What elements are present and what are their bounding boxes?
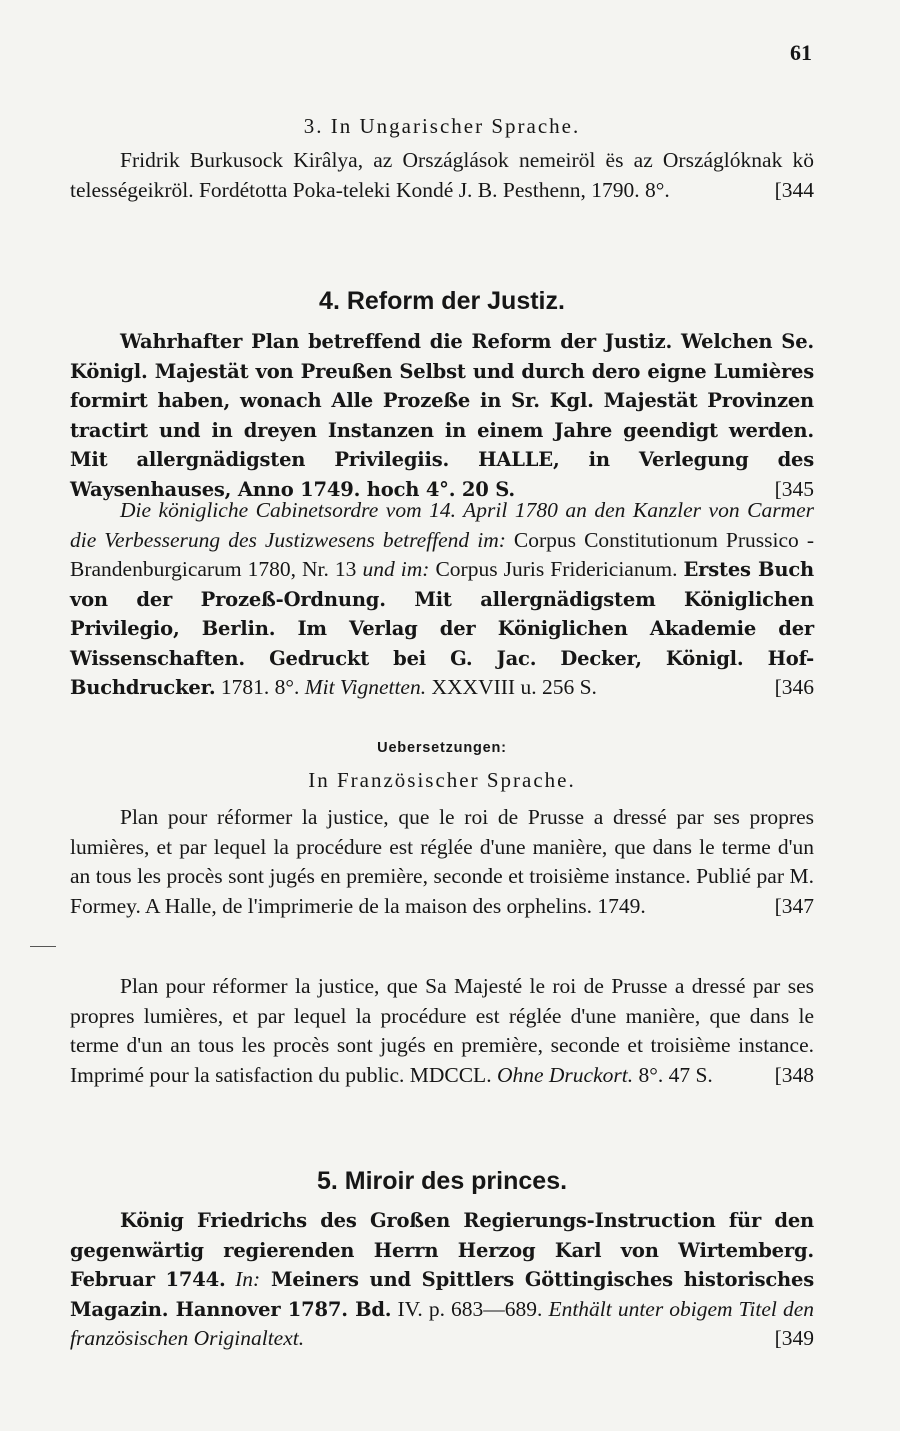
entry-348-number: [348 [774,1062,814,1087]
entry-346-italic-3: Mit Vignetten. [304,675,427,699]
entry-346-number: [346 [774,675,814,699]
entry-346 [70,496,814,703]
entry-349-roman: IV. p. 683—689. [391,1296,549,1321]
french-heading: In Französischer Sprache. [308,768,576,792]
entry-346-fraktur: Erstes Buch von der Prozeß-Ordnung. Mit allergnädigstem Königlichen Privilegio, Berlin. Im Verlag der Königlichen Akademie der Wissenschaften. Gedruckt bei G. Jac. Decker, Königl. Hof-Buchdrucker. [70,558,814,699]
entry-349-fraktur-2: Meiners und Spittlers Göttingisches historisches Magazin. Hannover 1787. Bd. [70,1268,814,1321]
entry-345 [70,327,814,504]
page-number: 61 [790,40,812,65]
entry-346-roman-3: 1781. 8°. [215,675,305,699]
entry-345-text: Wahrhafter Plan betreffend die Reform der Justiz. Welchen Se. Königl. Majestät von Preußen Selbst und durch dero eigne Lumières formirt haben, wonach Alle Prozeße in Sr. Kgl. Majestät Provinzen tractirt und in dreyen Instanzen in einem Jahre geendigt werden. Mit allergnädigsten Privilegiis. HALLE, in Verlegung des Waysenhauses, Anno 1749. hoch 4°. 20 S. [70,330,814,501]
entry-345-number: [345 [774,476,814,501]
entry-348-italic: Ohne Druckort. [496,1062,634,1087]
entry-348 [70,972,814,1090]
margin-mark [30,946,56,947]
entry-347-number: [347 [774,893,814,918]
entry-348-tail: 8°. 47 S. [633,1062,713,1087]
entry-346-roman-1: Corpus Constitutionum Prussico - Brandenburgicarum 1780, Nr. 13 [70,527,814,581]
entry-346-roman-4: XXXVIII u. 256 S. [426,675,597,699]
entry-349-fraktur-1: König Friedrichs des Großen Regierungs-Instruction für den gegenwärtig regierenden Herrn Herzog Karl von Wirtemberg. Februar 1744. [70,1209,814,1291]
entry-349-italic-2: Enthält unter obigem Titel den französischen Originaltext. [70,1296,814,1350]
section-4-heading: 4. Reform der Justiz. [319,287,565,315]
entry-346-italic-2: und im: [362,557,430,581]
entry-344-text: Fridrik Burkusock Kirâlya, az Országlások nemeiröl ës az Országlóknak kö telességeikröl. Fordétotta Poka-teleki Kondé J. B. Pesthenn, 1790. 8°. [70,148,814,202]
entry-349-number: [349 [774,1326,814,1350]
section-5-heading: 5. Miroir des princes. [316,1167,568,1195]
entry-346-roman-2: Corpus Juris Fridericianum. [429,557,684,581]
entry-344-number: [344 [774,177,814,202]
entry-346-italic-1: Die königliche Cabinetsordre vom 14. April 1780 an den Kanzler von Carmer die Verbesserung des Justizwesens betreffend im: [70,498,814,552]
translations-label: Uebersetzungen: [377,740,507,756]
entry-347 [70,803,814,921]
entry-347-text: Plan pour réformer la justice, que le roi de Prusse a dressé par ses propres lumières, et par lequel la procédure est réglée d'une manière, que dans le terme d'un an tous les procès sont jugés en première, seconde et troisième instance. Publié par M. Formey. A Halle, de l'imprimerie de la maison des orphelins. 1749. [70,805,814,918]
entry-348-text: Plan pour réformer la justice, que Sa Majesté le roi de Prusse a dressé par ses propres lumières, et par lequel la procédure est réglée d'une manière, que dans le terme d'un an tous les procès sont jugés en première, seconde et troisième instance. Imprimé pour la satisfaction du public. MDCCL. [70,974,814,1087]
entry-344 [70,146,814,205]
entry-349-italic-1: In: [225,1267,261,1291]
entry-349 [70,1206,814,1354]
hungarian-heading: 3. In Ungarischer Sprache. [303,114,581,138]
